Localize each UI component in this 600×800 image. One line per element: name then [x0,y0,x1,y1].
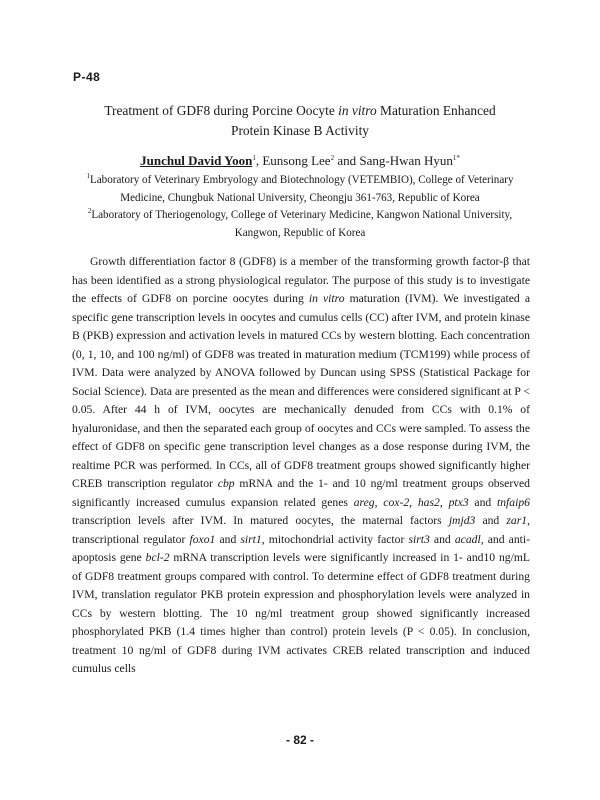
title-part-a: Treatment of GDF8 during Porcine Oocyte [104,103,339,118]
author-list [70,152,530,170]
author-1: Junchul David Yoon [140,153,253,168]
abstract-italic-term: has2 [417,495,440,509]
author-2: Eunsong Lee [262,153,331,168]
title-line-2: Protein Kinase B Activity [231,123,369,138]
abstract-code: P-48 [73,70,101,84]
affiliation-2 [70,207,530,242]
abstract-text-run: and [215,532,241,546]
abstract-italic-term: ptx3 [448,495,469,509]
abstract-italic-term: acadl [454,532,481,546]
affiliation-1-sup: 1 [86,172,90,180]
abstract-text-run: , [439,495,449,509]
abstract-italic-term: foxo1 [189,532,216,546]
author-sep-2: and [334,153,360,168]
abstract-italic-term: bcl-2 [145,551,170,564]
abstract-italic-term: sirt3 [408,532,430,546]
abstract-text-run: mRNA transcription levels were significantly increased in 1- and10 ng/mL of GDF8 treatment groups compared with control. To determine effect of GDF8 treatment during IVM, translation regulator PKB protein expression and phosphorylation levels were analyzed in CCs by western blotting. The 10 ng/ml treatment group showed significantly increased phosphorylated PKB (1.4 times higher than control) protein levels (P < 0.05). In conclusion, treatment 10 ng/ml of GDF8 during IVM activates CREB related transcription and induced cumulus cells [72,551,530,675]
abstract-text-run: transcription levels after IVM. In matured oocytes, the maternal factors [72,514,449,527]
title-italic: in vitro [338,103,377,118]
abstract-text-run: mRNA and the 1- and 10 ng/ml treatment groups observed significantly increased cumulus expansion related genes [72,477,530,509]
abstract-italic-term: sirt1 [240,532,262,546]
affiliation-2-sup: 2 [87,207,92,215]
title-line-1 [70,101,530,121]
abstract-text-run: , [409,495,418,509]
author-1-sup: 1 [252,154,256,162]
abstract-text-run: and [468,495,497,509]
author-2-sup: 2 [330,154,335,162]
abstract-text-run: , mitochondrial activity factor [261,532,409,546]
abstract-text-run: maturation (IVM). We investigated a specific gene transcription levels in oocytes and cumulus cells (CC) after IVM, and protein kinase B (PKB) expression and activation levels in matured CCs by western blotting. Each concentration (0, 1, 10, and 100 ng/ml) of GDF8 was treated in maturation medium (TCM199) while process of IVM. Data were analyzed by ANOVA followed by Duncan using SPSS (Statistical Package for Social Science). Data are presented as the mean and differences were considered significant at P < 0.05. After 44 h of IVM, oocytes are mechanically denuded from CCs with 0.1% of hyaluronidase, and then the separated each group of oocytes and CCs were sampled. To assess the effect of GDF8 on specific gene transcription level changes as a dose response during IVM, the realtime PCR was performed. In CCs, all of GDF8 treatment groups showed significantly higher CREB transcription regulator [72,292,530,490]
paper-title [70,101,530,141]
abstract-italic-term: jmjd3 [448,514,476,527]
abstract-italic-term: cox-2 [383,495,410,509]
author-sep-1: , [255,153,263,168]
abstract-text-run: , and anti-apoptosis gene [72,532,530,564]
abstract-text-run: and [429,532,455,546]
abstract-italic-term: zar1 [506,514,528,527]
abstract-text-run: , [374,495,384,509]
author-3: Sang-Hwan Hyun [359,153,453,168]
affiliation-2-text: Laboratory of Theriogenology, College of Veterinary Medicine, Kangwon National University, Kangwon, Republic of Korea [91,209,513,239]
abstract-text-run: Growth differentiation factor 8 (GDF8) is a member of the transforming growth factor-β that has been identified as a strong physiological regulator. The purpose of this study is to investigate the effects of GDF8 on porcine oocytes during [72,255,530,305]
abstract-italic-term: areg [353,495,375,509]
abstract-text-run: and [475,514,507,527]
abstract-text-run: , transcriptional regulator [72,514,530,546]
abstract-italic-term: in vitro [308,292,345,305]
title-part-b: Maturation Enhanced [376,103,496,118]
abstract-italic-term: tnfaip6 [497,495,530,509]
affiliation-1-text: Laboratory of Veterinary Embryology and Biotechnology (VETEMBIO), College of Veterinary Medicine, Chungbuk National University, Cheongju 361-763, Republic of Korea [89,174,514,204]
abstract-italic-term: cbp [217,477,235,490]
affiliation-1 [70,172,530,207]
author-3-sup: 1* [452,154,460,162]
abstract-body [72,253,530,679]
page-number: - 82 - [285,733,314,747]
